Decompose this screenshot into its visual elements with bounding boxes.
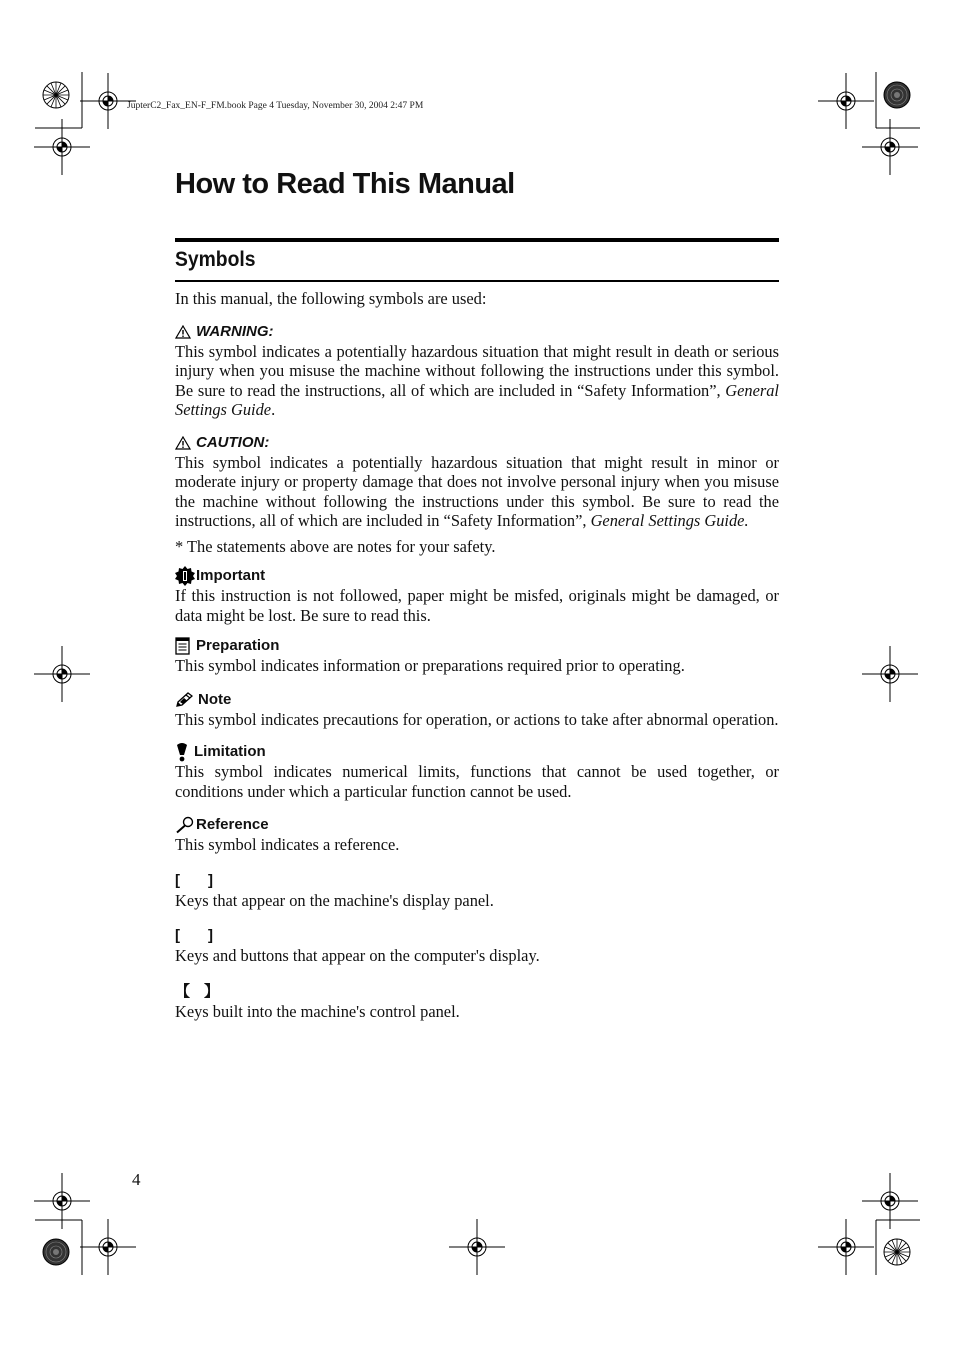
preparation-text: This symbol indicates information or preparations required prior to operating. bbox=[175, 656, 685, 675]
intro-text: In this manual, the following symbols are used: bbox=[175, 289, 487, 308]
important-text: If this instruction is not followed, paper might be misfed, originals might be damaged, or data might be lost. Be sure to read this. bbox=[175, 586, 779, 625]
safety-note: * The statements above are notes for your safety. bbox=[175, 536, 496, 556]
page-title: How to Read This Manual bbox=[175, 168, 515, 200]
note-label-text: Note bbox=[198, 690, 232, 708]
page-number: 4 bbox=[132, 1170, 141, 1189]
reference-label-text: Reference bbox=[196, 816, 269, 834]
warning-guide-title: General Settings Guide bbox=[175, 380, 779, 419]
limitation-exclamation-icon bbox=[175, 742, 189, 762]
note-label bbox=[175, 690, 779, 710]
reference-text: This symbol indicates a reference. bbox=[175, 835, 400, 854]
symbols-content bbox=[175, 289, 779, 1021]
limitation-label bbox=[175, 742, 779, 762]
note-text: This symbol indicates precautions for operation, or actions to take after abnormal operation. bbox=[175, 709, 779, 729]
computer-display-key-symbol: [ ] bbox=[175, 927, 213, 945]
note-pencil-icon bbox=[175, 692, 193, 708]
warning-label bbox=[175, 322, 779, 342]
book-file-info: JupterC2_Fax_EN-F_FM.book Page 4 Tuesday, November 30, 2004 2:47 PM bbox=[127, 101, 424, 111]
important-label bbox=[175, 566, 779, 586]
caution-text: This symbol indicates a potentially hazardous situation that might result in minor or moderate injury or property damage that does not involve personal injury when you misuse the machine without following the instructions under this symbol. Be sure to read the instructions, all of which are included in “Safety Information”, General Settings Guide. bbox=[175, 452, 779, 530]
limitation-text: This symbol indicates numerical limits, functions that cannot be used together, or conditions under which a particular function cannot be used. bbox=[175, 762, 779, 801]
caution-triangle-icon bbox=[175, 436, 191, 450]
display-panel-key-symbol: [ ] bbox=[175, 871, 213, 889]
caution-label-text: CAUTION: bbox=[196, 433, 270, 451]
important-label-text: Important bbox=[196, 567, 266, 585]
reference-label bbox=[175, 815, 779, 835]
warning-text: This symbol indicates a potentially hazardous situation that might result in death or serious injury when you misuse the machine without following the instructions under this symbol. Be sure to read the instructions, all of which are included in “Safety Information”, General Settings Guide. bbox=[175, 341, 779, 419]
warning-label-text: WARNING: bbox=[196, 322, 274, 340]
control-panel-key-symbol: 【 】 bbox=[175, 982, 220, 1000]
caution-guide-title: General Settings Guide. bbox=[590, 511, 749, 530]
limitation-label-text: Limitation bbox=[194, 743, 266, 761]
preparation-label-text: Preparation bbox=[196, 637, 280, 655]
control-panel-key-text: Keys built into the machine's control panel. bbox=[175, 1001, 460, 1021]
preparation-label bbox=[175, 636, 779, 656]
reference-magnifier-icon bbox=[175, 816, 195, 834]
display-panel-key-text: Keys that appear on the machine's display panel. bbox=[175, 890, 494, 910]
section-rule-bottom bbox=[175, 280, 779, 282]
important-badge-icon bbox=[175, 566, 195, 586]
section-rule-top bbox=[175, 238, 779, 242]
warning-triangle-icon bbox=[175, 325, 191, 339]
computer-display-key-text: Keys and buttons that appear on the computer's display. bbox=[175, 946, 540, 965]
preparation-memo-icon bbox=[175, 637, 191, 655]
caution-label bbox=[175, 433, 779, 453]
section-title: Symbols bbox=[175, 248, 256, 271]
